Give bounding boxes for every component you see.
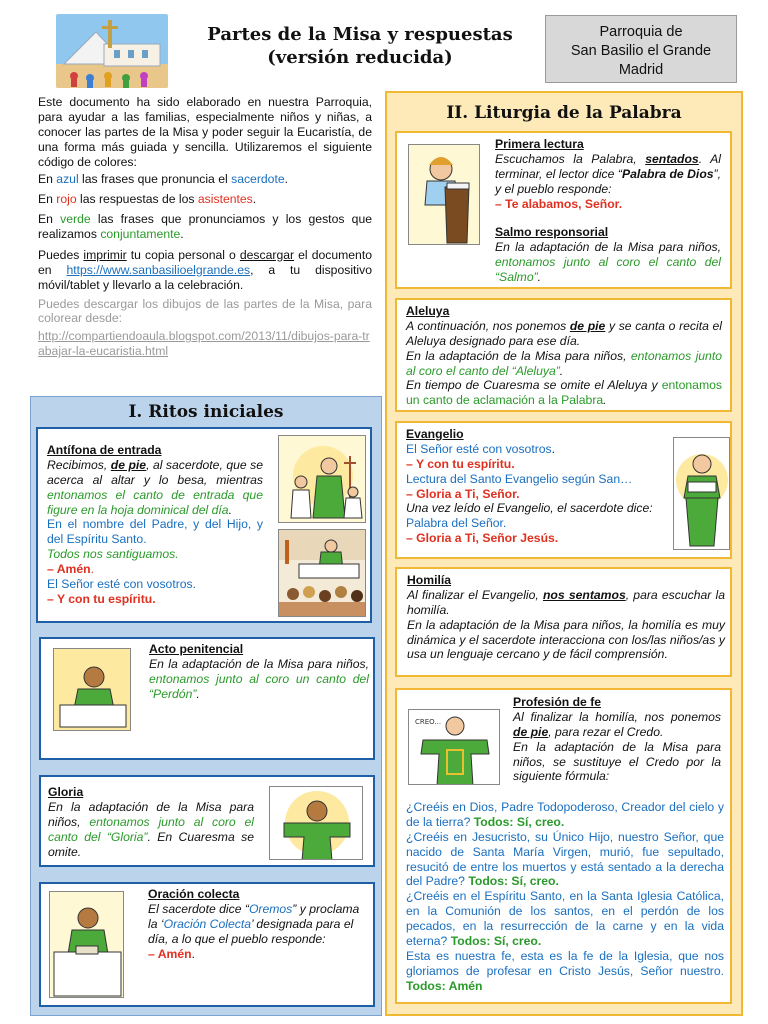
card-title: Antífona de entrada [47,443,162,457]
card-text: En la adaptación de la Misa para niños, entonamos junto al coro un canto del “Perdón”. [149,656,369,701]
color-code-red: En rojo las respuestas de los asistentes. [38,192,257,207]
priest-line: El Señor esté con vosotros. [47,576,197,591]
card-text: En tiempo de Cuaresma se omite el Aleluya y entonamos un canto de aclamación a la Palabra. [406,378,722,408]
card-title: Evangelio [406,427,464,441]
response-line: – Y con tu espíritu. [406,456,515,471]
creo-label: CREO... [415,718,442,726]
parish-name-box [545,15,737,83]
response-line: – Amén. [47,562,94,576]
priest-line: El Señor esté con vosotros. [406,441,556,456]
evangelio-card [395,421,732,559]
response-line: – Y con tu espíritu. [47,591,156,606]
card-text: Al finalizar la homilía, nos ponemos de pie, para rezar el Credo. [513,709,721,739]
antifona-card [36,427,372,623]
ritos-iniciales-section [30,396,382,1016]
creed-conclusion: Esta es nuestra fe, esta es la fe de la Iglesia, que nos gloriamos de profesar en Cristo Jesús, Señor nuestro. Todos: Amén [406,948,724,993]
parish-logo [56,14,168,88]
section-title: I. Ritos iniciales [128,402,284,422]
response-line: – Te alabamos, Señor. [495,196,623,211]
document-title: Partes de la Misa y respuestas (versión reducida) [207,24,513,68]
response-line: – Gloria a Ti, Señor Jesús. [406,531,559,546]
aleluya-card [395,298,732,412]
color-code-green: En verde las frases que pronunciamos y los gestos que realizamos conjuntamente. [38,212,372,241]
card-text: Recibimos, de pie, al sacerdote, que se acerca al altar y lo besa, mientras entonamos el canto de entrada que figure en la hoja dominical del día. [47,457,264,517]
card-text: En la adaptación de la Misa para niños, entonamos junto al coro el canto del “Gloria”. En Cuaresma se omite. [48,799,254,859]
color-code-blue: En azul las frases que pronuncia el sacerdote. [38,172,289,187]
card-title: Gloria [48,785,84,799]
card-text: Escuchamos la Palabra, sentados. Al terminar, el lector dice “Palabra de Dios”, y el pueblo responde: [495,151,722,196]
oracion-colecta-card [39,882,375,1007]
parish-line: San Basilio el Grande [570,42,712,59]
penitential-act-image [53,648,131,731]
card-text: En la adaptación de la Misa para niños, entonamos junto al coro el canto del “Aleluya”. [406,348,722,378]
gloria-priest-image [269,786,363,860]
card-text: Al finalizar el Evangelio, nos sentamos, para escuchar la homilía. [407,587,725,617]
card-text: En la adaptación de la Misa para niños, entonamos junto al coro el canto del “Salmo”. [495,240,721,284]
intro-paragraph: Este documento ha sido elaborado en nuestra Parroquia, para ayudar a las familias, especialmente niños y niñas, a conocer las partes de la Misa y poder seguir la Eucaristía, de una forma más guiada y sencilla. Utilizaremos el siguiente código de colores: [38,95,372,169]
creed-question: ¿Creéis en Jesucristo, su Único Hijo, nuestro Señor, que nacido de Santa María Virgen, murió, fue sepultado, resucitó de entre los muertos y está sentado a la derecha del Padre? Todos: Sí, creo. [406,829,724,889]
download-paragraph: Puedes imprimir tu copia personal o descargar el documento en https://www.sanbasilioelgrande.es, a tu dispositivo móvil/tablet y llevarlo a la celebración. [38,247,372,292]
card-title: Acto penitencial [149,642,244,656]
card-title: Homilía [407,573,452,587]
response-line: – Gloria a Ti, Señor. [406,486,520,501]
homilia-card [395,567,732,677]
drawings-paragraph: Puedes descargar los dibujos de las partes de la Misa, para colorear desde: [38,296,372,326]
creed-question: ¿Creéis en Dios, Padre Todopoderoso, Creador del cielo y de la tierra? Todos: Sí, creo. [406,800,724,829]
parish-line: Madrid [618,61,664,78]
card-title: Profesión de fe [513,695,602,709]
section-title: II. Liturgia de la Palabra [446,103,682,123]
gospel-priest-image [673,437,730,550]
parish-line: Parroquia de [599,24,683,40]
card-title: Aleluya [406,304,450,318]
liturgia-palabra-section [385,91,743,1016]
card-text: En la adaptación de la Misa para niños, se sustituye el Credo por la siguiente fórmula: [513,739,721,784]
card-text: En la adaptación de la Misa para niños, la homilía es muy dinámica y el sacerdote interacciona con los/las niños/as y usa un lenguaje cercano y de fácil comprensión. [407,617,725,662]
priest-line: Lectura del Santo Evangelio según San… [406,471,633,486]
creed-question: ¿Creéis en el Espíritu Santo, en la Santa Iglesia Católica, en la Comunión de los santos, en el perdón de los pecados, en la resurrección de la carne y en la vida eterna? Todos: Sí, creo. [406,889,724,948]
altar-assembly-image [278,529,366,617]
reader-image [408,144,480,245]
collect-prayer-image [49,891,124,998]
card-text: Una vez leído el Evangelio, el sacerdote dice: [406,501,653,516]
priest-line: Palabra del Señor. [406,516,507,531]
priest-line: En el nombre del Padre, y del Hijo, y del Espíritu Santo. [47,517,263,547]
card-text: A continuación, nos ponemos de pie y se canta o recita el Aleluya designado para ese día. [406,318,722,348]
creed-priest-image [408,709,500,785]
card-title: Oración colecta [148,887,240,901]
acto-penitencial-card [39,637,375,760]
card-title: Salmo responsorial [495,225,609,240]
profesion-fe-card [395,688,732,1004]
response-line: – Amén. [148,946,195,961]
website-link[interactable]: https://www.sanbasilioelgrande.es [66,262,251,277]
entrance-procession-image [278,435,366,523]
drawings-link[interactable]: http://compartiendoaula.blogspot.com/2013/11/dibujos-para-trabajar-la-eucaristia.html [38,329,370,359]
intro-text [38,95,372,362]
gloria-card [39,775,375,867]
together-line: Todos nos santiguamos. [47,547,179,562]
card-text: El sacerdote dice “Oremos” y proclama la ‘Oración Colecta’ designada para el día, a lo que el pueblo responde: [148,901,360,946]
primera-lectura-card [395,131,732,289]
card-title: Primera lectura [495,137,584,151]
